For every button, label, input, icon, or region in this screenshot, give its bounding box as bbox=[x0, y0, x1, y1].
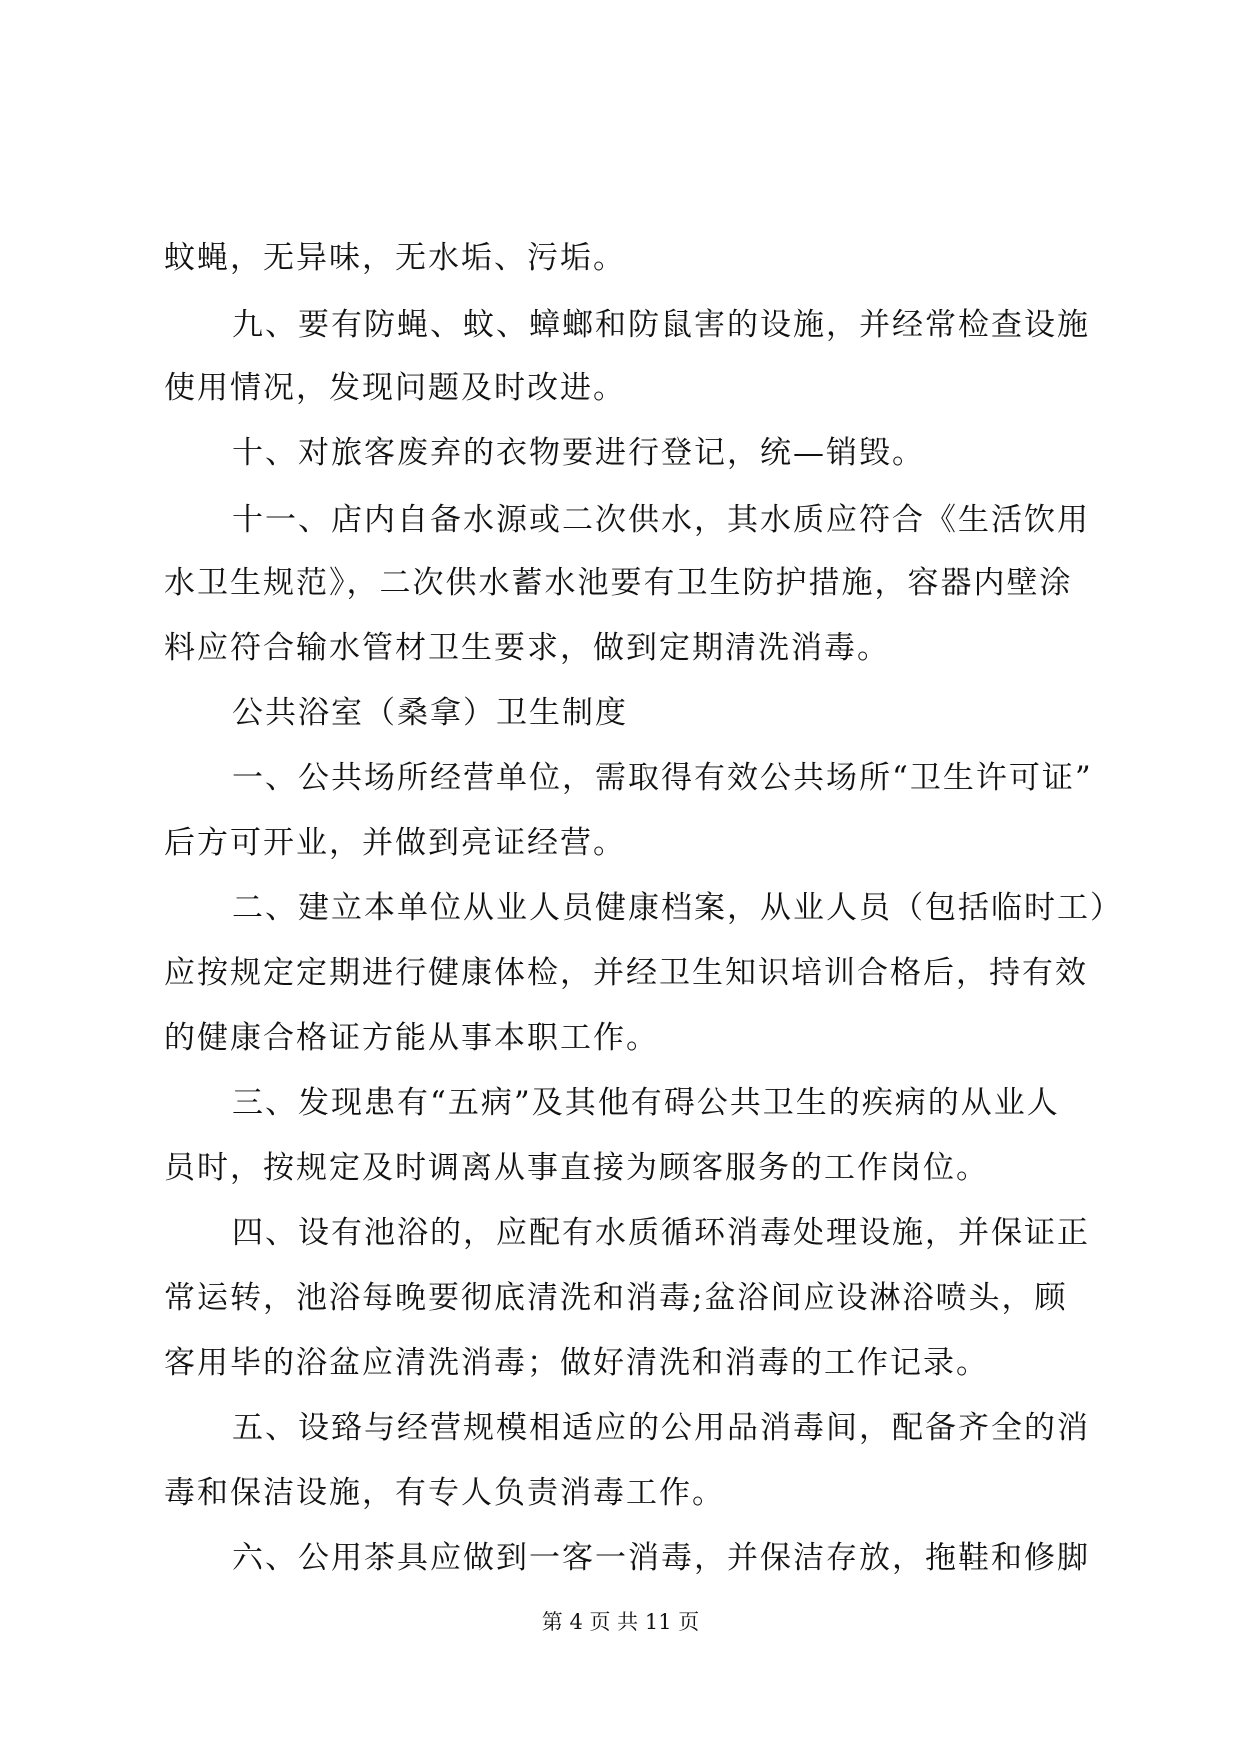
text-line: 九、要有防蝇、蚊、蟑螂和防鼠害的设施，并经常检查设施 bbox=[232, 307, 1090, 343]
text-line: 蚊蝇，无异味，无水垢、污垢。 bbox=[164, 240, 626, 276]
text-line: 六、公用茶具应做到一客一消毒，并保洁存放，拖鞋和修脚 bbox=[232, 1540, 1090, 1576]
text-line: 四、设有池浴的，应配有水质循环消毒处理设施，并保证正 bbox=[232, 1215, 1090, 1251]
text-line: 料应符合输水管材卫生要求，做到定期清洗消毒。 bbox=[164, 630, 890, 666]
text-line: 二、建立本单位从业人员健康档案，从业人员（包括临时工） bbox=[232, 890, 1123, 926]
text-line: 员时，按规定及时调离从事直接为顾客服务的工作岗位。 bbox=[164, 1150, 989, 1186]
text-line: 五、设臵与经营规模相适应的公用品消毒间，配备齐全的消 bbox=[232, 1410, 1090, 1446]
section-heading: 公共浴室（桑拿）卫生制度 bbox=[232, 695, 628, 731]
text-line: 毒和保洁设施，有专人负责消毒工作。 bbox=[164, 1475, 725, 1511]
text-line: 后方可开业，并做到亮证经营。 bbox=[164, 825, 626, 861]
text-line: 一、公共场所经营单位，需取得有效公共场所“卫生许可证” bbox=[232, 760, 1093, 796]
text-line: 应按规定定期进行健康体检，并经卫生知识培训合格后，持有效 bbox=[164, 955, 1088, 991]
text-line: 客用毕的浴盆应清洗消毒；做好清洗和消毒的工作记录。 bbox=[164, 1345, 989, 1381]
text-line: 使用情况，发现问题及时改进。 bbox=[164, 370, 626, 406]
text-line: 十一、店内自备水源或二次供水，其水质应符合《生活饮用 bbox=[232, 502, 1090, 538]
page-number-footer: 第 4 页 共 11 页 bbox=[541, 1610, 700, 1634]
text-line: 常运转，池浴每晚要彻底清洗和消毒;盆浴间应设淋浴喷头，顾 bbox=[164, 1280, 1068, 1316]
text-line: 十、对旅客废弃的衣物要进行登记，统—销毁。 bbox=[232, 435, 925, 471]
text-line: 三、发现患有“五病”及其他有碍公共卫生的疾病的从业人 bbox=[232, 1085, 1060, 1121]
text-line: 水卫生规范》，二次供水蓄水池要有卫生防护措施，容器内壁涂 bbox=[164, 565, 1073, 601]
text-line: 的健康合格证方能从事本职工作。 bbox=[164, 1020, 659, 1056]
